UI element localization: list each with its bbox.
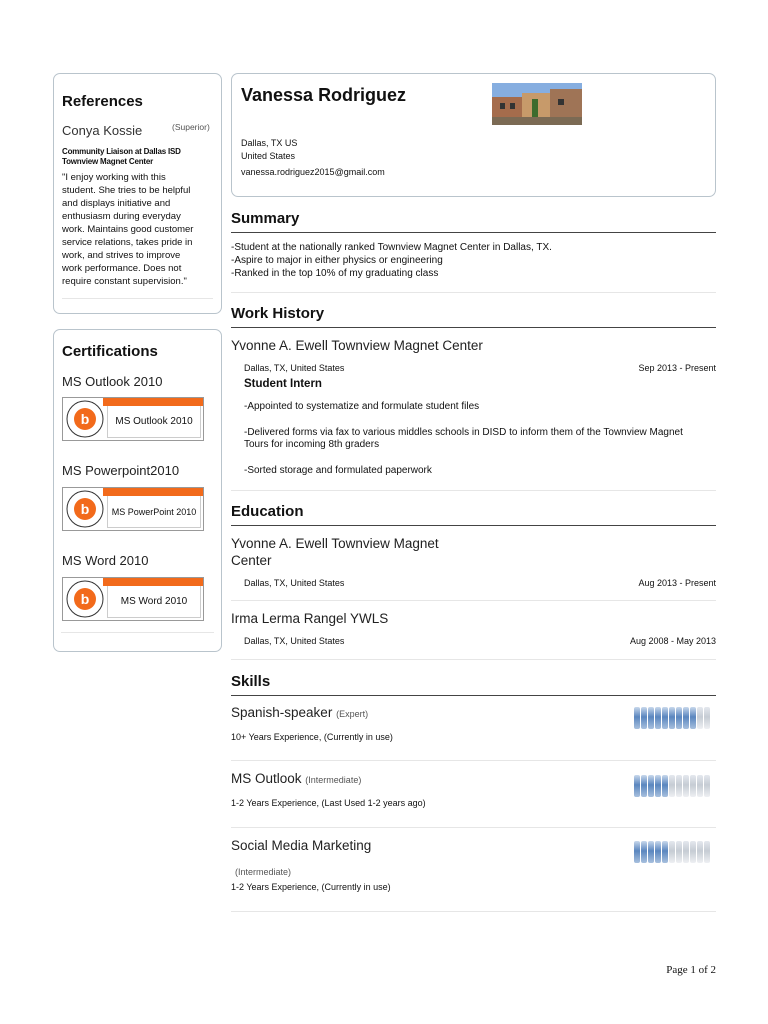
quote-line: student. She tries to be helpful <box>62 185 191 196</box>
quote-line: work, and strives to improve <box>62 250 181 261</box>
rating-segment <box>641 841 647 863</box>
cert-name: MS Powerpoint2010 <box>62 463 180 478</box>
rating-segment <box>669 775 675 797</box>
rating-segment <box>662 841 668 863</box>
divider <box>231 911 716 912</box>
candidate-name: Vanessa Rodriguez <box>241 85 407 105</box>
badge-stripe <box>103 488 203 496</box>
quote-line: "I enjoy working with this <box>62 172 166 183</box>
reference-position-1: Community Liaison at Dallas ISD <box>62 147 181 156</box>
divider <box>231 760 716 761</box>
cert-badge <box>62 577 204 621</box>
divider <box>62 298 213 299</box>
school-location: Dallas, TX, United States <box>244 578 345 588</box>
skills-title: Skills <box>231 673 716 696</box>
rating-segment <box>648 775 654 797</box>
summary-line: -Student at the nationally ranked Townview Magnet Center in Dallas, TX. <box>231 242 552 253</box>
divider <box>231 827 716 828</box>
svg-text:b: b <box>80 501 90 517</box>
quote-line: work. Maintains good customer <box>62 224 194 235</box>
school-name: Yvonne A. Ewell Townview Magnet <box>231 536 439 551</box>
cert-badge <box>62 397 204 441</box>
school-name: Irma Lerma Rangel YWLS <box>231 611 389 626</box>
reference-position-2: Townview Magnet Center <box>62 157 154 166</box>
badge-stripe <box>103 578 203 586</box>
skill-rating-meter <box>634 841 712 863</box>
reference-name: Conya Kossie <box>62 123 143 138</box>
rating-segment <box>683 841 689 863</box>
rating-segment <box>662 775 668 797</box>
certifications-title: Certifications <box>62 343 158 360</box>
references-panel <box>53 73 222 314</box>
skill-rating-meter <box>634 775 712 797</box>
rating-segment <box>697 707 703 729</box>
rating-segment <box>669 707 675 729</box>
skill-experience: 10+ Years Experience, (Currently in use) <box>231 732 393 742</box>
rating-segment <box>634 775 640 797</box>
rating-segment <box>704 707 710 729</box>
rating-segment <box>704 841 710 863</box>
rating-segment <box>641 707 647 729</box>
svg-text:b: b <box>80 591 90 607</box>
cert-badge-label: MS Word 2010 <box>107 586 201 618</box>
cert-name: MS Word 2010 <box>62 553 149 568</box>
divider <box>231 659 716 660</box>
job-duty: -Appointed to systematize and formulate student files <box>244 401 480 412</box>
rating-segment <box>634 841 640 863</box>
skill-name-text: Spanish-speaker <box>231 705 333 720</box>
job-duty: Tours for incoming 8th graders <box>244 439 380 450</box>
candidate-country: United States <box>241 151 296 161</box>
quote-line: and displays initiative and <box>62 198 171 209</box>
job-duty: -Sorted storage and formulated paperwork <box>244 465 432 476</box>
svg-text:b: b <box>80 411 90 427</box>
cert-badge-label: MS Outlook 2010 <box>107 406 201 438</box>
cert-name: MS Outlook 2010 <box>62 374 163 389</box>
brainbench-logo-icon <box>65 579 105 619</box>
badge-stripe <box>103 398 203 406</box>
quote-line: require constant supervision." <box>62 276 187 287</box>
rating-segment <box>690 775 696 797</box>
rating-segment <box>648 707 654 729</box>
rating-segment <box>704 775 710 797</box>
job-role: Student Intern <box>244 378 322 390</box>
rating-segment <box>655 775 661 797</box>
skill-experience: 1-2 Years Experience, (Currently in use) <box>231 882 391 892</box>
profile-photo <box>492 83 582 125</box>
divider <box>231 490 716 491</box>
rating-segment <box>690 841 696 863</box>
skill-name-text: MS Outlook <box>231 771 302 786</box>
candidate-city: Dallas, TX US <box>241 138 298 148</box>
job-duty: -Delivered forms via fax to various middles schools in DISD to inform them of the Townview Magnet <box>244 427 683 438</box>
brainbench-logo-icon <box>65 489 105 529</box>
building-photo-icon <box>492 83 582 125</box>
skill-name <box>231 705 368 720</box>
rating-segment <box>676 707 682 729</box>
rating-segment <box>655 841 661 863</box>
employer-name: Yvonne A. Ewell Townview Magnet Center <box>231 338 483 353</box>
header-panel <box>231 73 716 197</box>
summary-title: Summary <box>231 210 716 233</box>
rating-segment <box>634 707 640 729</box>
brainbench-logo-icon <box>65 399 105 439</box>
school-name-cont: Center <box>231 553 272 568</box>
quote-line: work performance. Does not <box>62 263 182 274</box>
reference-quote <box>62 171 193 288</box>
skill-rating-meter <box>634 707 712 729</box>
rating-segment <box>697 841 703 863</box>
rating-segment <box>662 707 668 729</box>
divider <box>231 292 716 293</box>
school-dates: Aug 2008 - May 2013 <box>629 636 716 646</box>
quote-line: enthusiasm during everyday <box>62 211 181 222</box>
rating-segment <box>655 707 661 729</box>
skill-name: Social Media Marketing <box>231 838 372 853</box>
skill-name <box>231 771 361 786</box>
references-title: References <box>62 93 143 110</box>
page-number: Page 1 of 2 <box>666 964 716 976</box>
rating-segment <box>690 707 696 729</box>
skill-level: (Intermediate) <box>235 867 292 877</box>
skill-level: (Intermediate) <box>305 775 362 785</box>
divider <box>61 632 214 633</box>
summary-line: -Ranked in the top 10% of my graduating class <box>231 268 439 279</box>
school-location: Dallas, TX, United States <box>244 636 345 646</box>
quote-line: service relations, takes pride in <box>62 237 193 248</box>
rating-segment <box>683 707 689 729</box>
divider <box>231 600 716 601</box>
job-dates: Sep 2013 - Present <box>638 363 716 373</box>
school-dates: Aug 2013 - Present <box>638 578 716 588</box>
rating-segment <box>676 841 682 863</box>
rating-segment <box>641 775 647 797</box>
work-history-title: Work History <box>231 305 716 328</box>
cert-badge-label: MS PowerPoint 2010 <box>107 496 201 528</box>
reference-relation: (Superior) <box>172 122 210 132</box>
rating-segment <box>697 775 703 797</box>
rating-segment <box>669 841 675 863</box>
education-title: Education <box>231 503 716 526</box>
summary-line: -Aspire to major in either physics or engineering <box>231 255 443 266</box>
cert-badge <box>62 487 204 531</box>
job-location: Dallas, TX, United States <box>244 363 345 373</box>
rating-segment <box>676 775 682 797</box>
skill-experience: 1-2 Years Experience, (Last Used 1-2 years ago) <box>231 798 426 808</box>
skill-level: (Expert) <box>336 709 369 719</box>
rating-segment <box>683 775 689 797</box>
rating-segment <box>648 841 654 863</box>
candidate-email[interactable]: vanessa.rodriguez2015@gmail.com <box>241 167 385 177</box>
